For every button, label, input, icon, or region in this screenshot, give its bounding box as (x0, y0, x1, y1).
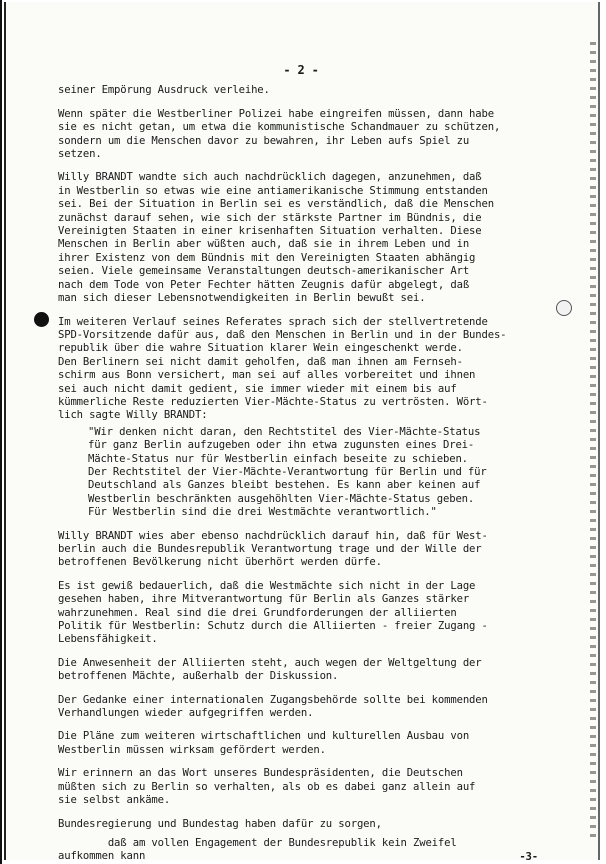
next-page-marker: -3- (519, 850, 538, 863)
scan-border (0, 0, 2, 864)
closing-lines: daß am vollen Engagement der Bundesrepublik kein Zweifel aufkommen kann (58, 836, 457, 863)
paragraph-5: Willy BRANDT wies aber ebenso nachdrücklich darauf hin, daß für West- berlin auch die Bundesrepublik Verantwortung trage und der Wille der betroffenen Bevölkerung nicht überhört werden dürfe. (58, 529, 488, 569)
paragraph-3: Willy BRANDT wandte sich auch nachdrücklich dagegen, anzunehmen, daß in Westberlin so etwas wie eine antiamerikanische Stimmung entstanden sei. Bei der Situation in Berlin sei es verständlich, daß die Menschen zunächst darauf sehen, wie sich der stärkste Partner im Bündnis, die Vereinigten Staaten in einer krisenhaften Situation verhalten. Diese Menschen in Berlin aber wüßten auch, daß sie in ihrem Leben und in ihrer Existenz von dem Bündnis mit den Vereinigten Staaten abhängig seien. Viele gemeinsame Veranstaltungen deutsch-amerikanischer Art nach dem Tode von Peter Fechter hätten Zeugnis dafür abgelegt, daß man sich dieser Lebensnotwendigkeiten in Berlin bewußt sei. (58, 171, 494, 305)
paragraph-4: Im weiteren Verlauf seines Referates sprach sich der stellvertretende SPD-Vorsitzende dafür aus, daß den Menschen in Berlin und in der Bundes- republik über die wahre Situation klarer Wein eingeschenkt werde. Den Berlinern sei nicht damit geholfen, daß man ihnen am Fernseh- schirm aus Bonn versichert, man sei auf alles vorbereitet und ihnen sei auch nicht damit gedient, sie immer wieder mit einem bis auf kümmerliche Reste reduzierten Vier-Mächte-Status zu vertrösten. Wört- lich sagte Willy BRANDT: (58, 315, 507, 422)
paragraph-7: Die Anwesenheit der Alliierten steht, auch wegen der Weltgeltung der betroffenen Mächte, außerhalb der Diskussion. (58, 656, 482, 683)
brandt-quote: "Wir denken nicht daran, den Rechtstitel des Vier-Mächte-Status für ganz Berlin aufzugeben oder ihn etwa zugunsten eines Drei- Mächte-Status nur für Westberlin einfach beseite zu schieben. Der Rechtstitel der Vier-Mächte-Verantwortung für Berlin und für Deutschland als Ganzes bleibt bestehen. Es kann aber keinen auf Westberlin beschränkten ausgehöhlten Vier-Mächte-Status geben. Für Westberlin sind die drei Westmächte verantwortlich." (88, 425, 487, 519)
paragraph-10: Wir erinnern an das Wort unseres Bundespräsidenten, die Deutschen müßten sich zu Berlin so verhalten, als ob es dabei ganz allein auf sie selbst ankäme. (58, 767, 476, 807)
page-number: - 2 - (283, 63, 319, 77)
paragraph-11: Bundesregierung und Bundestag haben dafür zu sorgen, (58, 817, 382, 830)
paragraph-8: Der Gedanke einer internationalen Zugangsbehörde sollte bei kommenden Verhandlungen wieder aufgegriffen werden. (58, 693, 488, 720)
page-edge-shadow (590, 42, 596, 842)
punch-hole-left (34, 312, 49, 327)
closing-lines-block (58, 837, 544, 864)
paragraph-1: seiner Empörung Ausdruck verleihe. (58, 84, 270, 97)
paragraph-9: Die Pläne zum weiteren wirtschaftlichen und kulturellen Ausbau von Westberlin müssen wirksam gefördert werden. (58, 730, 470, 756)
paragraph-6: Es ist gewiß bedauerlich, daß die Westmächte sich nicht in der Lage gesehen haben, ihre Mitverantwortung für Berlin als Ganzes stärker wahrzunehmen. Real sind die drei Grundforderungen der alliierten Politik für Westberlin: Schutz durch die Alliierten - freier Zugang - Lebensfähigkeit. (58, 579, 488, 646)
punch-hole-right (556, 300, 572, 316)
document-body (58, 64, 544, 864)
paragraph-2: Wenn später die Westberliner Polizei habe eingreifen müssen, dann habe sie es nicht getan, um etwa die kommunistische Schandmauer zu schützen, sondern um die Menschen davor zu bewahren, ihr Leben aufs Spiel zu setzen. (58, 107, 501, 161)
